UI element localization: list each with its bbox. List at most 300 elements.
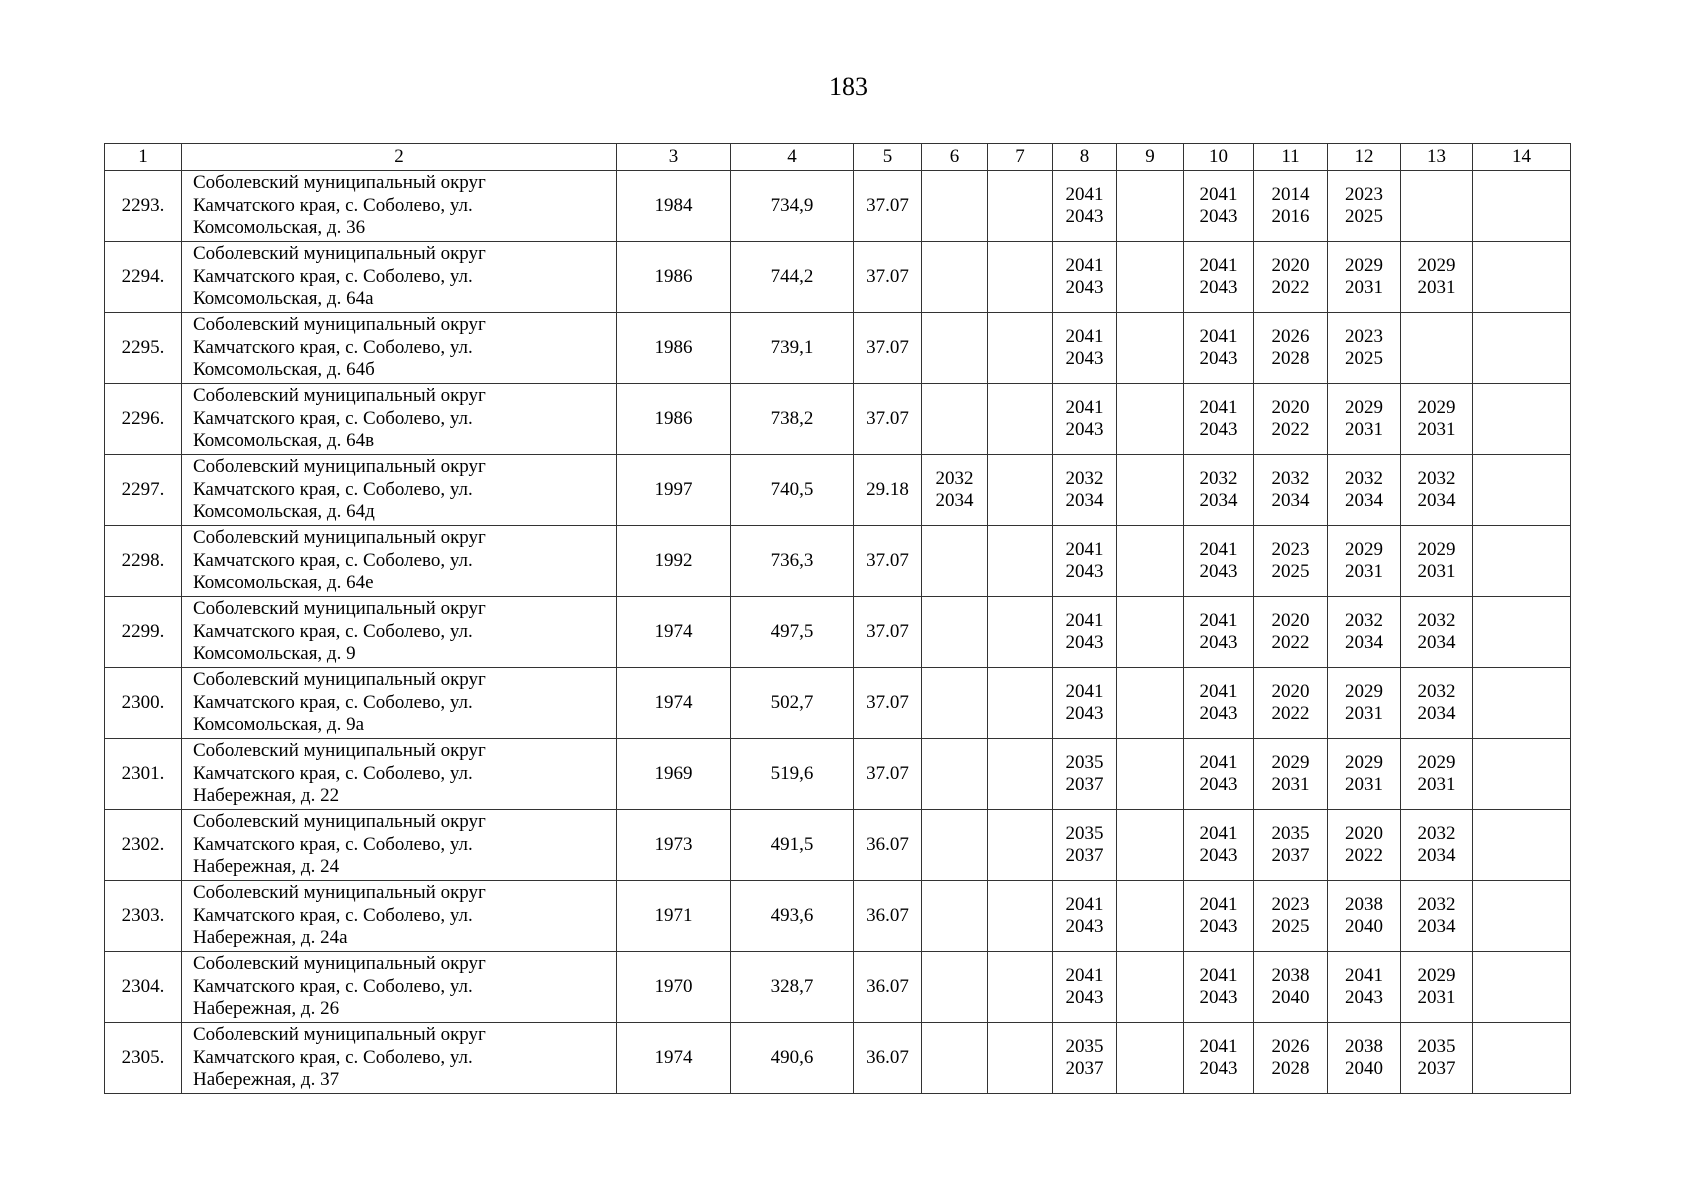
col-14-cell	[1473, 455, 1571, 526]
cell-line: Соболевский муниципальный округ	[193, 385, 486, 407]
wear-cell: 36.07	[854, 952, 922, 1023]
address-cell	[182, 384, 617, 455]
col-7-cell	[988, 526, 1053, 597]
col-6-cell	[922, 597, 988, 668]
col-9-cell	[1117, 171, 1184, 242]
col-13-cell	[1401, 597, 1473, 668]
col-8-cell	[1053, 526, 1117, 597]
address-cell	[182, 739, 617, 810]
col-6-cell	[922, 668, 988, 739]
col-8-cell	[1053, 952, 1117, 1023]
build-year-cell: 1974	[617, 668, 731, 739]
cell-line: 2029	[1417, 965, 1456, 986]
area-cell: 519,6	[731, 739, 854, 810]
col-9-cell	[1117, 952, 1184, 1023]
table-body	[105, 171, 1571, 1094]
column-header-10: 10	[1184, 144, 1254, 171]
address-cell	[182, 597, 617, 668]
col-6-cell	[922, 171, 988, 242]
cell-line: Соболевский муниципальный округ	[193, 598, 486, 620]
column-header-4: 4	[731, 144, 854, 171]
col-14-cell	[1473, 1023, 1571, 1094]
col-10-cell	[1184, 1023, 1254, 1094]
cell-line: 2032	[1065, 468, 1104, 489]
col-14-cell	[1473, 881, 1571, 952]
cell-line: 2025	[1271, 561, 1310, 582]
col-6-cell	[922, 952, 988, 1023]
col-14-cell	[1473, 526, 1571, 597]
col-14-cell	[1473, 668, 1571, 739]
col-10-cell	[1184, 455, 1254, 526]
cell-line: 2031	[1271, 774, 1310, 795]
area-cell: 502,7	[731, 668, 854, 739]
build-year-cell: 1986	[617, 242, 731, 313]
table-row	[105, 810, 1571, 881]
cell-line: 2038	[1345, 1036, 1383, 1057]
cell-line: Камчатского края, с. Соболево, ул.	[193, 194, 473, 216]
col-6-cell	[922, 810, 988, 881]
col-8-cell	[1053, 881, 1117, 952]
cell-line: 2037	[1417, 1058, 1456, 1079]
col-6-cell	[922, 739, 988, 810]
cell-line: 2041	[1199, 326, 1238, 347]
col-14-cell	[1473, 952, 1571, 1023]
col-10-cell	[1184, 597, 1254, 668]
col-9-cell	[1117, 384, 1184, 455]
cell-line: 2022	[1345, 845, 1383, 866]
cell-line: 2022	[1271, 419, 1310, 440]
area-cell: 497,5	[731, 597, 854, 668]
cell-line: Комсомольская, д. 64е	[193, 572, 374, 594]
table-row	[105, 313, 1571, 384]
col-12-cell	[1328, 242, 1401, 313]
build-year-cell: 1986	[617, 384, 731, 455]
col-11-cell	[1254, 739, 1328, 810]
col-6-cell	[922, 881, 988, 952]
cell-line: 2034	[1271, 490, 1310, 511]
cell-line: 2023	[1271, 894, 1310, 915]
wear-cell: 37.07	[854, 242, 922, 313]
cell-line: Набережная, д. 24	[193, 856, 340, 878]
area-cell: 739,1	[731, 313, 854, 384]
cell-line: 2043	[1065, 419, 1104, 440]
column-header-11: 11	[1254, 144, 1328, 171]
col-10-cell	[1184, 313, 1254, 384]
cell-line: 2040	[1345, 1058, 1383, 1079]
col-8-cell	[1053, 455, 1117, 526]
cell-line: 2026	[1271, 1036, 1310, 1057]
col-9-cell	[1117, 526, 1184, 597]
col-11-cell	[1254, 384, 1328, 455]
cell-line: 2043	[1199, 1058, 1238, 1079]
build-year-cell: 1984	[617, 171, 731, 242]
col-11-cell	[1254, 526, 1328, 597]
cell-line: 2043	[1199, 632, 1238, 653]
wear-cell: 37.07	[854, 739, 922, 810]
col-8-cell	[1053, 384, 1117, 455]
cell-line: 2028	[1271, 1058, 1310, 1079]
cell-line: 2031	[1345, 277, 1383, 298]
build-year-cell: 1986	[617, 313, 731, 384]
cell-line: 2029	[1417, 397, 1456, 418]
cell-line: 2037	[1271, 845, 1310, 866]
col-9-cell	[1117, 810, 1184, 881]
cell-line: 2029	[1345, 397, 1383, 418]
cell-line: Камчатского края, с. Соболево, ул.	[193, 478, 473, 500]
row-number: 2295.	[105, 313, 182, 384]
build-year-cell: 1997	[617, 455, 731, 526]
cell-line: 2020	[1271, 681, 1310, 702]
column-header-14: 14	[1473, 144, 1571, 171]
area-cell: 734,9	[731, 171, 854, 242]
area-cell: 740,5	[731, 455, 854, 526]
col-13-cell	[1401, 881, 1473, 952]
cell-line: 2035	[1065, 1036, 1104, 1057]
col-14-cell	[1473, 384, 1571, 455]
row-number: 2296.	[105, 384, 182, 455]
col-11-cell	[1254, 455, 1328, 526]
cell-line: Камчатского края, с. Соболево, ул.	[193, 407, 473, 429]
col-7-cell	[988, 171, 1053, 242]
col-10-cell	[1184, 739, 1254, 810]
cell-line: 2041	[1199, 681, 1238, 702]
cell-line: 2041	[1065, 397, 1104, 418]
cell-line: 2031	[1345, 774, 1383, 795]
cell-line: 2026	[1271, 326, 1310, 347]
col-6-cell	[922, 455, 988, 526]
address-cell	[182, 313, 617, 384]
cell-line: Соболевский муниципальный округ	[193, 811, 486, 833]
col-11-cell	[1254, 242, 1328, 313]
wear-cell: 37.07	[854, 597, 922, 668]
cell-line: Камчатского края, с. Соболево, ул.	[193, 691, 473, 713]
col-9-cell	[1117, 881, 1184, 952]
row-number: 2304.	[105, 952, 182, 1023]
col-10-cell	[1184, 171, 1254, 242]
cell-line: Соболевский муниципальный округ	[193, 669, 486, 691]
cell-line: Соболевский муниципальный округ	[193, 527, 486, 549]
col-7-cell	[988, 952, 1053, 1023]
cell-line: 2041	[1199, 184, 1238, 205]
col-6-cell	[922, 1023, 988, 1094]
housing-registry-table	[104, 143, 1571, 1094]
cell-line: 2041	[1199, 894, 1238, 915]
col-12-cell	[1328, 810, 1401, 881]
cell-line: 2037	[1065, 1058, 1104, 1079]
cell-line: Соболевский муниципальный округ	[193, 882, 486, 904]
col-7-cell	[988, 1023, 1053, 1094]
col-7-cell	[988, 668, 1053, 739]
area-cell: 736,3	[731, 526, 854, 597]
cell-line: 2022	[1271, 632, 1310, 653]
col-13-cell	[1401, 810, 1473, 881]
col-13-cell	[1401, 455, 1473, 526]
col-12-cell	[1328, 455, 1401, 526]
address-cell	[182, 242, 617, 313]
cell-line: Комсомольская, д. 64а	[193, 288, 374, 310]
col-13-cell	[1401, 739, 1473, 810]
cell-line: Камчатского края, с. Соболево, ул.	[193, 904, 473, 926]
cell-line: 2031	[1417, 987, 1456, 1008]
cell-line: 2032	[1417, 610, 1456, 631]
col-7-cell	[988, 597, 1053, 668]
col-11-cell	[1254, 597, 1328, 668]
column-header-13: 13	[1401, 144, 1473, 171]
page-number: 183	[829, 72, 868, 101]
cell-line: 2041	[1065, 965, 1104, 986]
cell-line: 2041	[1199, 255, 1238, 276]
cell-line: Комсомольская, д. 64в	[193, 430, 375, 452]
cell-line: 2034	[1417, 703, 1456, 724]
cell-line: 2031	[1417, 277, 1456, 298]
column-header-7: 7	[988, 144, 1053, 171]
col-10-cell	[1184, 668, 1254, 739]
table-row	[105, 455, 1571, 526]
cell-line: 2031	[1417, 774, 1456, 795]
cell-line: Набережная, д. 37	[193, 1069, 340, 1091]
area-cell: 490,6	[731, 1023, 854, 1094]
col-13-cell	[1401, 171, 1473, 242]
address-cell	[182, 526, 617, 597]
address-cell	[182, 810, 617, 881]
address-cell	[182, 455, 617, 526]
row-number: 2299.	[105, 597, 182, 668]
col-14-cell	[1473, 313, 1571, 384]
cell-line: 2020	[1271, 610, 1310, 631]
col-8-cell	[1053, 810, 1117, 881]
column-header-12: 12	[1328, 144, 1401, 171]
cell-line: Камчатского края, с. Соболево, ул.	[193, 1046, 473, 1068]
cell-line: Комсомольская, д. 9	[193, 643, 356, 665]
col-10-cell	[1184, 242, 1254, 313]
col-7-cell	[988, 810, 1053, 881]
area-cell: 493,6	[731, 881, 854, 952]
col-8-cell	[1053, 1023, 1117, 1094]
address-cell	[182, 952, 617, 1023]
col-12-cell	[1328, 952, 1401, 1023]
cell-line: Комсомольская, д. 64б	[193, 359, 375, 381]
cell-line: 2043	[1345, 987, 1383, 1008]
cell-line: 2043	[1199, 987, 1238, 1008]
cell-line: 2022	[1271, 277, 1310, 298]
cell-line: 2038	[1345, 894, 1383, 915]
cell-line: 2023	[1345, 184, 1383, 205]
col-13-cell	[1401, 952, 1473, 1023]
cell-line: 2041	[1199, 823, 1238, 844]
cell-line: Камчатского края, с. Соболево, ул.	[193, 833, 473, 855]
cell-line: 2029	[1345, 255, 1383, 276]
cell-line: 2043	[1199, 916, 1238, 937]
cell-line: 2032	[1271, 468, 1310, 489]
area-cell: 491,5	[731, 810, 854, 881]
cell-line: 2014	[1271, 184, 1310, 205]
col-7-cell	[988, 455, 1053, 526]
cell-line: 2043	[1065, 703, 1104, 724]
col-12-cell	[1328, 171, 1401, 242]
cell-line: 2041	[1065, 894, 1104, 915]
cell-line: Соболевский муниципальный округ	[193, 314, 486, 336]
col-13-cell	[1401, 242, 1473, 313]
cell-line: 2041	[1199, 965, 1238, 986]
cell-line: 2041	[1199, 539, 1238, 560]
cell-line: 2043	[1065, 277, 1104, 298]
col-14-cell	[1473, 810, 1571, 881]
cell-line: 2029	[1417, 752, 1456, 773]
cell-line: 2031	[1345, 419, 1383, 440]
cell-line: Соболевский муниципальный округ	[193, 456, 486, 478]
col-9-cell	[1117, 1023, 1184, 1094]
table-header	[105, 144, 1571, 171]
cell-line: 2041	[1065, 255, 1104, 276]
table-row	[105, 1023, 1571, 1094]
cell-line: 2023	[1271, 539, 1310, 560]
cell-line: 2034	[1345, 632, 1383, 653]
cell-line: 2031	[1417, 419, 1456, 440]
table-row	[105, 526, 1571, 597]
cell-line: 2041	[1345, 965, 1383, 986]
cell-line: Камчатского края, с. Соболево, ул.	[193, 265, 473, 287]
area-cell: 738,2	[731, 384, 854, 455]
cell-line: 2029	[1271, 752, 1310, 773]
build-year-cell: 1969	[617, 739, 731, 810]
cell-line: 2034	[1417, 632, 1456, 653]
cell-line: Набережная, д. 24а	[193, 927, 348, 949]
column-header-2: 2	[182, 144, 617, 171]
cell-line: 2020	[1345, 823, 1383, 844]
cell-line: 2029	[1417, 255, 1456, 276]
col-9-cell	[1117, 242, 1184, 313]
cell-line: 2043	[1065, 987, 1104, 1008]
cell-line: 2043	[1199, 206, 1238, 227]
cell-line: 2043	[1065, 632, 1104, 653]
address-cell	[182, 668, 617, 739]
cell-line: Комсомольская, д. 36	[193, 217, 366, 239]
table-row	[105, 881, 1571, 952]
col-11-cell	[1254, 1023, 1328, 1094]
wear-cell: 37.07	[854, 171, 922, 242]
cell-line: 2043	[1199, 561, 1238, 582]
cell-line: 2043	[1199, 703, 1238, 724]
cell-line: 2041	[1065, 184, 1104, 205]
cell-line: 2043	[1199, 774, 1238, 795]
cell-line: 2023	[1345, 326, 1383, 347]
col-13-cell	[1401, 668, 1473, 739]
col-12-cell	[1328, 313, 1401, 384]
col-11-cell	[1254, 810, 1328, 881]
cell-line: 2037	[1065, 774, 1104, 795]
cell-line: 2029	[1345, 539, 1383, 560]
cell-line: Набережная, д. 22	[193, 785, 340, 807]
cell-line: 2035	[1065, 823, 1104, 844]
cell-line: 2028	[1271, 348, 1310, 369]
cell-line: 2031	[1345, 561, 1383, 582]
table-row	[105, 597, 1571, 668]
cell-line: 2043	[1065, 916, 1104, 937]
cell-line: 2035	[1271, 823, 1310, 844]
col-14-cell	[1473, 597, 1571, 668]
cell-line: 2034	[1345, 490, 1383, 511]
cell-line: Набережная, д. 26	[193, 998, 340, 1020]
cell-line: 2035	[1417, 1036, 1456, 1057]
table-row	[105, 952, 1571, 1023]
cell-line: 2043	[1065, 348, 1104, 369]
cell-line: Комсомольская, д. 64д	[193, 501, 375, 523]
col-10-cell	[1184, 952, 1254, 1023]
cell-line: 2035	[1065, 752, 1104, 773]
col-10-cell	[1184, 810, 1254, 881]
cell-line: 2034	[1417, 845, 1456, 866]
col-9-cell	[1117, 455, 1184, 526]
col-8-cell	[1053, 242, 1117, 313]
col-6-cell	[922, 526, 988, 597]
cell-line: 2016	[1271, 206, 1310, 227]
column-header-9: 9	[1117, 144, 1184, 171]
col-11-cell	[1254, 952, 1328, 1023]
cell-line: 2034	[1065, 490, 1104, 511]
build-year-cell: 1974	[617, 597, 731, 668]
cell-line: 2043	[1065, 206, 1104, 227]
address-cell	[182, 881, 617, 952]
col-10-cell	[1184, 526, 1254, 597]
cell-line: 2041	[1199, 752, 1238, 773]
cell-line: 2031	[1417, 561, 1456, 582]
cell-line: 2034	[935, 490, 974, 511]
header-row	[105, 144, 1571, 171]
col-8-cell	[1053, 597, 1117, 668]
col-8-cell	[1053, 313, 1117, 384]
build-year-cell: 1974	[617, 1023, 731, 1094]
cell-line: 2022	[1271, 703, 1310, 724]
cell-line: 2034	[1417, 916, 1456, 937]
col-8-cell	[1053, 668, 1117, 739]
wear-cell: 29.18	[854, 455, 922, 526]
col-7-cell	[988, 242, 1053, 313]
col-12-cell	[1328, 1023, 1401, 1094]
col-8-cell	[1053, 171, 1117, 242]
cell-line: 2040	[1271, 987, 1310, 1008]
wear-cell: 37.07	[854, 384, 922, 455]
col-9-cell	[1117, 668, 1184, 739]
cell-line: 2025	[1271, 916, 1310, 937]
cell-line: 2041	[1199, 610, 1238, 631]
table-row	[105, 171, 1571, 242]
row-number: 2303.	[105, 881, 182, 952]
table-row	[105, 242, 1571, 313]
cell-line: 2029	[1345, 681, 1383, 702]
cell-line: Камчатского края, с. Соболево, ул.	[193, 975, 473, 997]
cell-line: 2020	[1271, 397, 1310, 418]
table-row	[105, 739, 1571, 810]
col-10-cell	[1184, 881, 1254, 952]
cell-line: 2041	[1199, 397, 1238, 418]
cell-line: 2031	[1345, 703, 1383, 724]
cell-line: 2043	[1065, 561, 1104, 582]
cell-line: 2043	[1199, 277, 1238, 298]
cell-line: Соболевский муниципальный округ	[193, 1024, 486, 1046]
cell-line: Комсомольская, д. 9а	[193, 714, 365, 736]
col-6-cell	[922, 313, 988, 384]
cell-line: 2041	[1065, 539, 1104, 560]
col-11-cell	[1254, 881, 1328, 952]
col-11-cell	[1254, 171, 1328, 242]
cell-line: 2032	[1199, 468, 1238, 489]
col-12-cell	[1328, 526, 1401, 597]
col-13-cell	[1401, 313, 1473, 384]
build-year-cell: 1973	[617, 810, 731, 881]
cell-line: Соболевский муниципальный округ	[193, 243, 486, 265]
cell-line: 2040	[1345, 916, 1383, 937]
wear-cell: 37.07	[854, 313, 922, 384]
